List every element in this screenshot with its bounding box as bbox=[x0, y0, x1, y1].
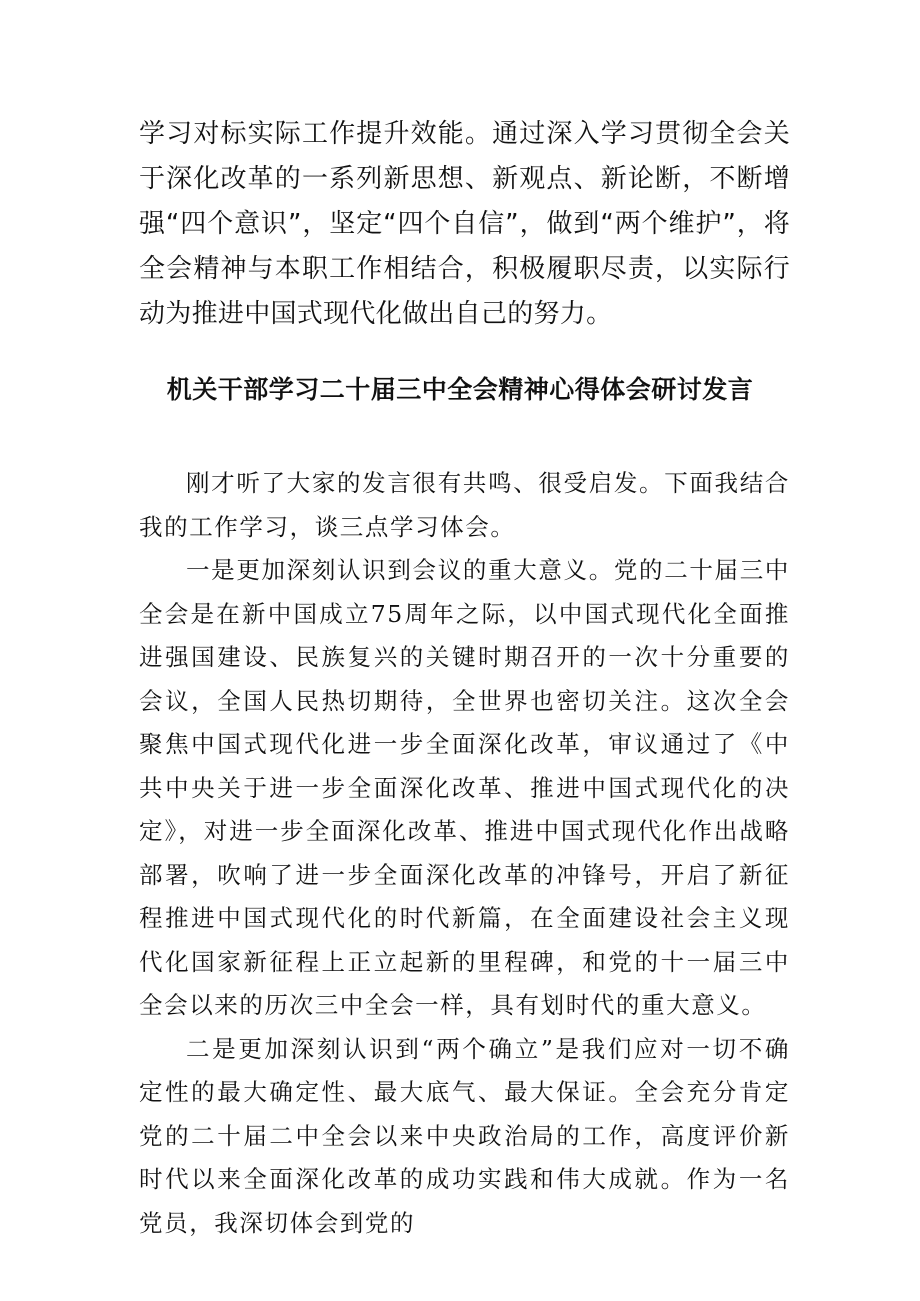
paragraph-point-two: 二是更加深刻认识到“两个确立”是我们应对一切不确定性的最大确定性、最大底气、最大保证。全会充分肯定党的二十届二中全会以来中央政治局的工作，高度评价新时代以来全面深化改革的成功实践和伟大成就。作为一名党员，我深切体会到党的 bbox=[139, 1034, 790, 1237]
paragraph-opening: 刚才听了大家的发言很有共鸣、很受启发。下面我结合我的工作学习，谈三点学习体会。 bbox=[139, 469, 790, 541]
document-title: 机关干部学习二十届三中全会精神心得体会研讨发言 bbox=[166, 375, 754, 404]
intro-paragraph: 学习对标实际工作提升效能。通过深入学习贯彻全会关于深化改革的一系列新思想、新观点、新论断，不断增强“四个意识”，坚定“四个自信”，做到“两个维护”，将全会精神与本职工作相结合，积极履职尽责，以实际行动为推进中国式现代化做出自己的努力。 bbox=[139, 119, 790, 329]
speech-body bbox=[139, 462, 790, 1245]
paragraph-point-one: 一是更加深刻认识到会议的重大意义。党的二十届三中全会是在新中国成立75周年之际，以中国式现代化全面推进强国建设、民族复兴的关键时期召开的一次十分重要的会议，全国人民热切期待，全世界也密切关注。这次全会聚焦中国式现代化进一步全面深化改革，审议通过了《中共中央关于进一步全面深化改革、推进中国式现代化的决定》，对进一步全面深化改革、推进中国式现代化作出战略部署，吹响了进一步全面深化改革的冲锋号，开启了新征程推进中国式现代化的时代新篇，在全面建设社会主义现代化国家新征程上正立起新的里程碑，和党的十一届三中全会以来的历次三中全会一样，具有划时代的重大意义。 bbox=[139, 556, 790, 1019]
